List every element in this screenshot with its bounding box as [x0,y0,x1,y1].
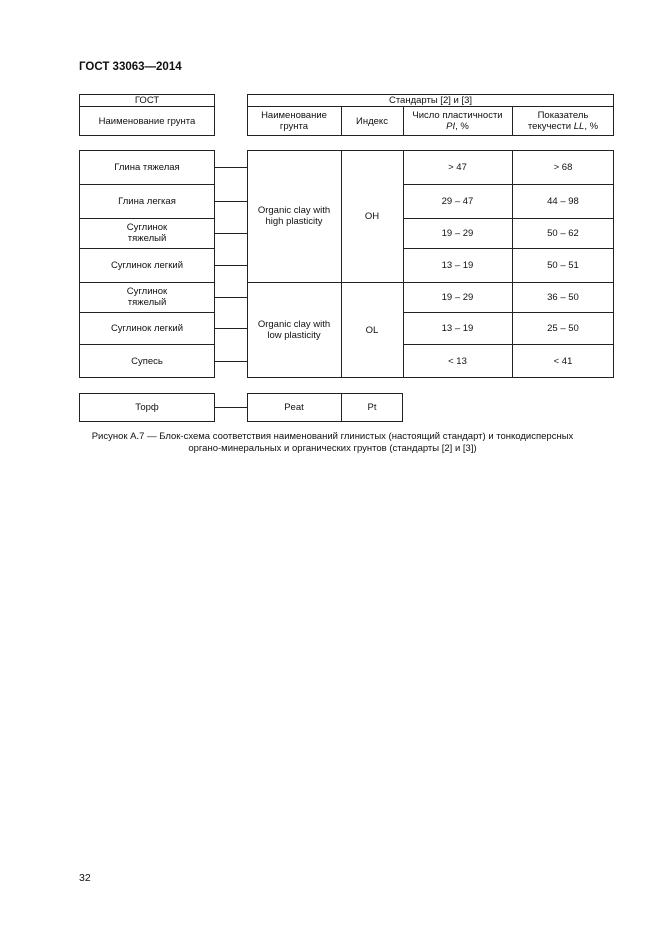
gost-header-title: ГОСТ [134,94,160,106]
header-pi-unit: , % [455,121,469,132]
page-number: 32 [79,872,91,884]
connector-line [215,233,247,234]
pi-value: 13 – 19 [441,322,474,334]
header-ll-label [528,121,598,132]
ll-value: 36 – 50 [547,291,579,303]
header-pi-symbol: PI [446,121,456,132]
group-index-ol: OL [365,324,379,336]
figure-caption-line-1: Рисунок А.7 — Блок-схема соответствия наименований глинистых (настоящий стандарт) и тонкодисперсных [91,431,574,442]
header-pi-label [446,121,469,132]
gost-header-column: Наименование грунта [98,115,196,127]
ll-value: 50 – 62 [547,227,579,239]
pi-value: 29 – 47 [441,195,474,207]
peat-index: Pt [367,402,377,413]
figure-caption-line-2: органо-минеральных и органических грунтов (стандарты [2] и [3]) [188,443,477,454]
ll-value: 44 – 98 [547,195,579,207]
peat-name: Peat [284,402,304,413]
peat-gost-name: Торф [79,393,215,422]
ll-value: 50 – 51 [547,259,579,271]
header-pi-prefix: Число пластичности [412,110,503,121]
gost-soil-name: Суглинок легкий [110,259,184,271]
pi-value: 19 – 29 [441,227,474,239]
ll-value: < 41 [553,355,573,367]
connector-line [215,265,247,266]
connector-line [215,328,247,329]
header-soil-name: Наименование грунта [261,110,327,132]
connector-line [215,407,247,408]
connector-line [215,201,247,202]
header-ll-prefix2: текучести [527,121,574,132]
pi-value: < 13 [448,355,467,367]
pi-value: 13 – 19 [441,259,474,271]
group-name-oh: Organic clay with high plasticity [257,205,331,227]
header-liquidity-index [512,106,614,136]
gost-soil-name: Глина тяжелая [114,161,180,173]
header-index: Индекс [356,115,388,127]
document-header: ГОСТ 33063—2014 [79,61,182,73]
group-name-ol: Organic clay with low plasticity [257,319,331,341]
header-ll-prefix1: Показатель [537,110,589,121]
ll-value: 25 – 50 [547,322,579,334]
gost-soil-name: Супесь [131,355,163,367]
gost-soil-name: Суглинок тяжелый [126,286,168,308]
ll-value: > 68 [553,161,573,173]
header-plasticity-index [403,106,512,136]
header-ll-symbol: LL [573,121,585,132]
connector-line [215,361,247,362]
standards-header-title: Стандарты [2] и [3] [388,94,473,106]
header-ll-unit: , % [584,121,599,132]
pi-value: > 47 [448,161,467,173]
gost-soil-name: Суглинок тяжелый [126,222,168,244]
figure-caption [60,431,605,455]
gost-soil-name: Суглинок легкий [110,322,184,334]
gost-soil-name: Глина легкая [118,195,176,207]
pi-value: 19 – 29 [441,291,474,303]
connector-line [215,297,247,298]
connector-line [215,167,247,168]
group-index-oh: OH [364,210,380,222]
